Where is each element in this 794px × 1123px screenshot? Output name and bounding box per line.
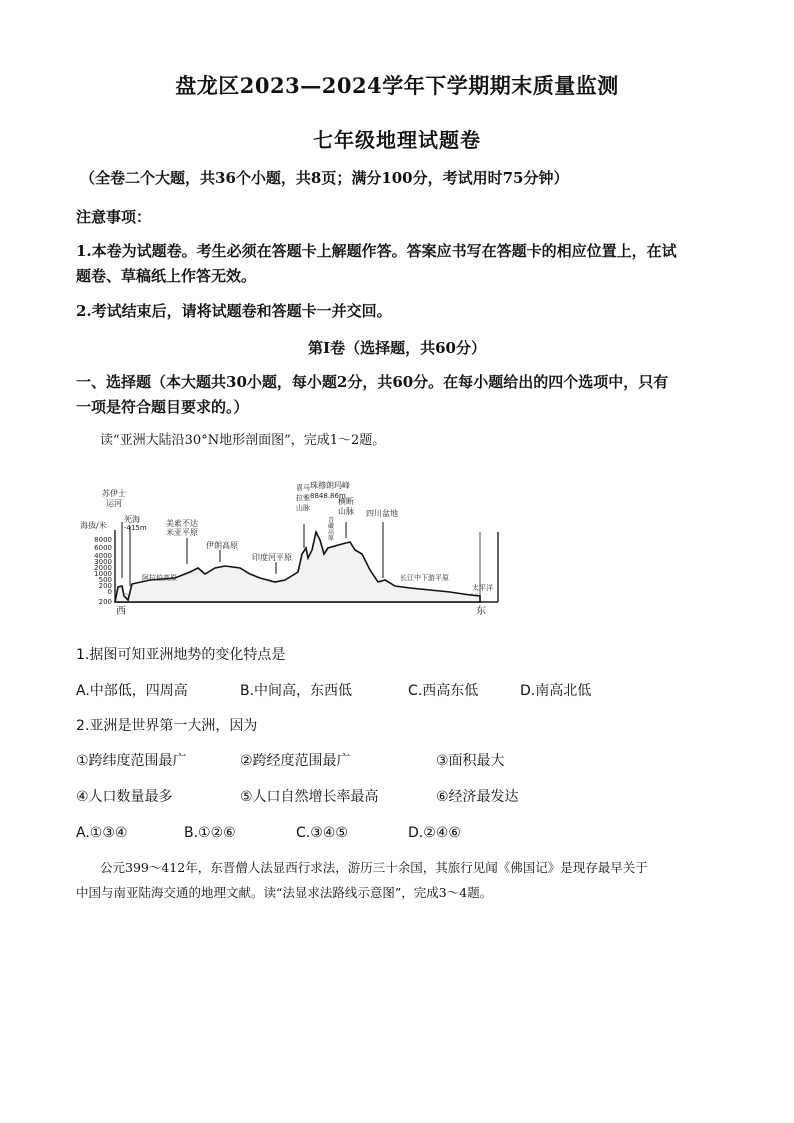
q2-stem: 2.亚洲是世界第一大洲，因为 (76, 718, 258, 734)
ytick: 1000 (94, 570, 112, 578)
q2-statement-5: ⑤人口自然增长率最高 (240, 789, 379, 805)
label-everest-2: 8848.86m (310, 492, 346, 500)
q1-stem: 1.据图可知亚洲地势的变化特点是 (76, 647, 286, 663)
label-himalaya-3: 山脉 (296, 504, 310, 512)
notes-item-1-line-1: 1.本卷为试题卷。考生必须在答题卡上解题作答。答案应书写在答题卡的相应位置上，在试 (76, 242, 677, 260)
intro-2-line-1: 公元399～412年，东晋僧人法显西行求法，游历三十余国，其旅行见闻《佛国记》是现存最早关于 (100, 860, 648, 875)
q2-option-c[interactable]: C.③④⑤ (296, 825, 348, 841)
q2-statement-6: ⑥经济最发达 (436, 789, 519, 805)
label-everest-1: 珠穆朗玛峰 (310, 481, 350, 490)
q2-statement-1: ①跨纬度范围最广 (76, 753, 187, 769)
ytick: 3000 (94, 558, 112, 566)
ytick: 200 (98, 598, 112, 606)
label-pacific: 太平洋 (472, 584, 493, 592)
label-arabia: 阿拉伯高原 (142, 574, 177, 582)
label-indus: 印度河平原 (252, 553, 292, 562)
notes-item-2: 2.考试结束后，请将试题卷和答题卡一并交回。 (76, 302, 392, 320)
notes-item-1-line-2: 题卷、草稿纸上作答无效。 (76, 267, 257, 285)
q2-option-d[interactable]: D.②④⑥ (408, 825, 461, 841)
intro-1: 读“亚洲大陆沿30°N地形剖面图”，完成1～2题。 (100, 433, 386, 448)
label-suez-1: 苏伊士 (102, 489, 126, 498)
ytick: 4000 (94, 552, 112, 560)
label-dead-sea-2: -415m (124, 524, 147, 532)
q1-option-a[interactable]: A.中部低，四周高 (76, 683, 188, 699)
label-dead-sea-1: 死海 (124, 515, 140, 524)
label-qinghai-4: 原 (328, 535, 335, 542)
y-ticks (94, 536, 112, 606)
label-hengduan-1: 横断 (338, 497, 354, 506)
ytick: 500 (98, 576, 112, 584)
y-axis-label: 海拔/米 (80, 521, 107, 530)
exam-subtitle: 七年级地理试题卷 (313, 128, 481, 152)
label-iran: 伊朗高原 (206, 541, 238, 550)
label-qinghai-2: 藏 (328, 523, 335, 530)
section-title: 第Ⅰ卷（选择题，共60分） (308, 339, 486, 357)
label-sichuan: 四川盆地 (366, 509, 398, 518)
label-mesopotamia-1: 美索不达 (166, 519, 198, 528)
label-himalaya-1: 喜马 (296, 484, 310, 492)
label-mesopotamia-2: 米亚平原 (166, 528, 198, 537)
ytick: 0 (107, 588, 112, 596)
q1-option-b[interactable]: B.中间高，东西低 (240, 683, 353, 699)
q2-statement-4: ④人口数量最多 (76, 789, 173, 805)
part1-line-2: 一项是符合题目要求的。） (76, 398, 249, 416)
label-east: 东 (476, 606, 486, 617)
ytick: 200 (98, 582, 112, 590)
ytick: 2000 (94, 564, 112, 572)
label-west: 西 (116, 606, 126, 617)
label-hengduan-2: 山脉 (338, 507, 354, 516)
exam-title: 盘龙区2023—2024学年下学期期末质量监测 (175, 73, 619, 98)
label-yangtze: 长江中下游平原 (400, 574, 449, 582)
q2-option-a[interactable]: A.①③④ (76, 825, 128, 841)
exam-info: （全卷二个大题，共36个小题，共8页；满分100分，考试用时75分钟） (80, 169, 569, 187)
label-himalaya-2: 拉雅 (296, 494, 310, 502)
label-suez-2: 运河 (106, 499, 122, 508)
terrain-profile-figure (80, 462, 500, 622)
q1-option-d[interactable]: D.南高北低 (520, 683, 592, 699)
notes-heading: 注意事项： (76, 208, 152, 226)
q2-statement-2: ②跨经度范围最广 (240, 753, 351, 769)
q2-option-b[interactable]: B.①②⑥ (184, 825, 236, 841)
part1-line-1: 一、选择题（本大题共30小题，每小题2分，共60分。在每小题给出的四个选项中，只有 (76, 373, 669, 391)
terrain-profile-line (115, 532, 480, 602)
q1-option-c[interactable]: C.西高东低 (408, 683, 479, 699)
q2-statement-3: ③面积最大 (436, 753, 505, 769)
ytick: 8000 (94, 536, 112, 544)
label-qinghai-1: 青 (328, 517, 335, 524)
label-qinghai-3: 高 (328, 529, 335, 536)
intro-2-line-2: 中国与南亚陆海交通的地理文献。读“法显求法路线示意图”，完成3～4题。 (76, 885, 493, 900)
ytick: 6000 (94, 544, 112, 552)
